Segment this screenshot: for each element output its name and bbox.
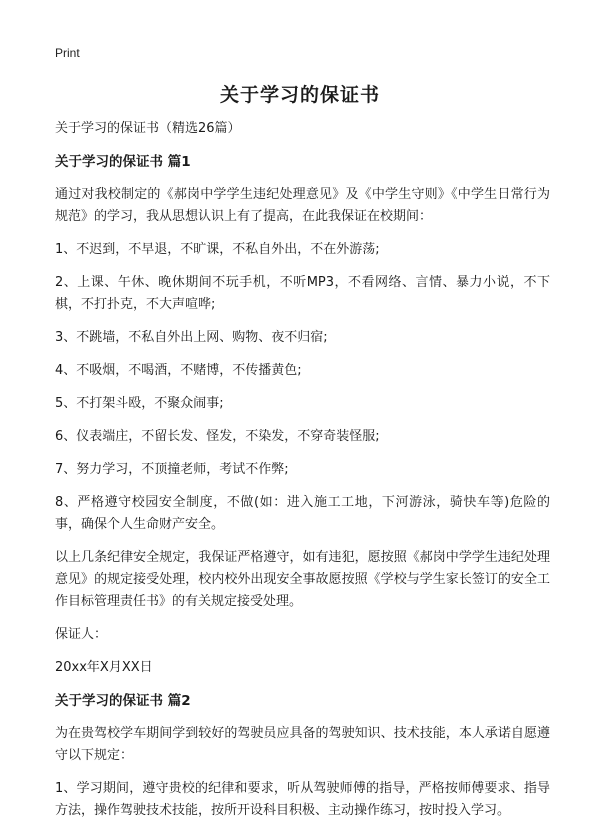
section-1-item: 5、不打架斗殴，不聚众闹事; [55, 396, 224, 411]
section-1-item: 2、上课、午休、晚休期间不玩手机，不听MP3，不看网络、言情、暴力小说，不下棋，不打扑克，不大声喧哗; [55, 275, 550, 312]
section-2-item: 1、学习期间，遵守贵校的纪律和要求，听从驾驶师傅的指导，严格按师傅要求、指导方法，操作驾驶技术技能，按所开设科目积极、主动操作练习，按时投入学习。 [55, 781, 550, 818]
section-1-item: 6、仪表端庄，不留长发、怪发，不染发，不穿奇装怪服; [55, 429, 380, 444]
section-2-intro: 为在贵驾校学车期间学到较好的驾驶员应具备的驾驶知识、技术技能，本人承诺自愿遵守以下规定： [55, 726, 550, 763]
signer-label: 保证人： [55, 627, 108, 642]
section-heading-1: 关于学习的保证书 篇1 [55, 154, 191, 170]
document-body [55, 118, 550, 833]
section-1-closing: 以上几条纪律安全规定，我保证严格遵守，如有违犯，愿按照《郝岗中学学生违纪处理意见》的规定接受处理，校内校外出现安全事故愿按照《学校与学生家长签订的安全工作目标管理责任书》的有关规定接受处理。 [55, 550, 550, 609]
print-label: Print [55, 46, 80, 60]
section-1-item: 7、努力学习，不顶撞老师，考试不作弊; [55, 462, 289, 477]
signature-date: 20xx年X月XX日 [55, 660, 153, 675]
document-title: 关于学习的保证书 [219, 84, 380, 106]
section-1-item: 3、不跳墙，不私自外出上网、购物、夜不归宿; [55, 330, 328, 345]
section-1-item: 8、严格遵守校园安全制度，不做(如：进入施工工地，下河游泳，骑快车等)危险的事，确保个人生命财产安全。 [55, 495, 550, 532]
document-subtitle: 关于学习的保证书（精选26篇） [55, 121, 241, 136]
section-1-item: 1、不迟到，不早退，不旷课，不私自外出，不在外游荡; [55, 242, 380, 257]
section-1-intro: 通过对我校制定的《郝岗中学学生违纪处理意见》及《中学生守则》《中学生日常行为规范》的学习，我从思想认识上有了提高，在此我保证在校期间： [55, 187, 550, 224]
section-1-item: 4、不吸烟，不喝酒，不赌博，不传播黄色; [55, 363, 302, 378]
section-heading-2: 关于学习的保证书 篇2 [55, 693, 191, 709]
